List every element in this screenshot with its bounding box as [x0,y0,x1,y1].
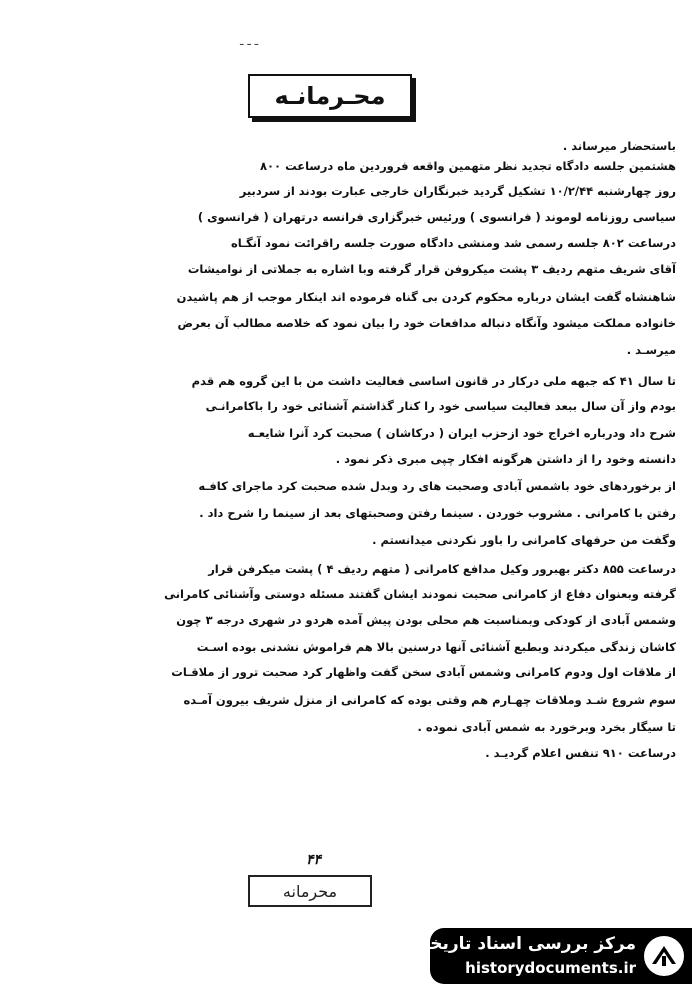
document-line: میرسـد . [626,343,676,357]
top-mark: ـ ـ ـ [240,34,259,48]
document-line: رفتن با کامرانی . مشروب خوردن . سینما رفتن وصحبتهای بعد از سینما را شرح داد . [199,506,676,520]
document-line: درساعت ۹۱۰ تنفس اعلام گردیـد . [485,746,676,760]
confidential-stamp: محـرمانـه [248,74,412,118]
watermark-name: مرکز بررسی اسناد تاریخی [413,934,636,954]
document-line: کاشان زندگی میکردند وبطبع آشنائی آنها درسنین بالا هم فراموش نشدنی بوده اسـت [196,640,676,654]
document-line: هشتمین جلسه دادگاه تجدید نظر متهمین واقعه فروردین ماه درساعت ۸۰۰ [260,159,676,173]
document-line: دانسته وخود را از داشتن هرگونه افکار چپی مبری ذکر نمود . [335,452,676,466]
document-line: تا سال ۴۱ که جبهه ملی درکار در قانون اساسی فعالیت داشت من با این گروه هم قدم [191,374,676,388]
watermark-url: historydocuments.ir [465,959,636,977]
document-line: بودم واز آن سال ببعد فعالیت سیاسی خود را کنار گذاشتم آشنائی خود را باکامرانـی [205,399,676,413]
document-line: خانواده مملکت میشود وآنگاه دنباله مدافعات خود را بیان نمود که خلاصه مطالب آن بعرض [177,316,676,330]
page-number: ۴۴ [306,852,322,868]
document-line: شاهنشاه گفت ایشان درباره محکوم کردن بی گناه فرموده اند اینکار موجب از هم پاشیدن [176,290,676,304]
document-line: آقای شریف متهم ردیف ۳ پشت میکروفن قرار گرفته وبا اشاره به جملاتی از نوامیشات [187,262,676,276]
document-line: سیاسی روزنامه لوموند ( فرانسوی ) ورئیس خبرگزاری فرانسه درتهران ( فرانسوی ) [197,210,676,224]
document-line: تا سیگار بخرد وبرخورد به شمس آبادی نموده . [417,720,676,734]
document-line: سوم شروع شـد وملاقات چهـارم هم وقتی بوده که کامرانی از منزل شریف بیرون آمـده [183,693,676,707]
document-line: وگفت من حرفهای کامرانی را باور نکردنی میدانستم . [372,533,676,547]
document-line: از برخوردهای خود باشمس آبادی وصحبت های رد وبدل شده صحبت کرد ماجرای کافـه [198,479,676,493]
document-line: باستحضار میرساند . [562,139,676,153]
book-logo-icon [642,934,686,978]
document-line: درساعت ۸۰۲ جلسه رسمی شد ومنشی دادگاه صورت جلسه راقرائت نمود آنگـاه [231,236,676,250]
document-line: روز چهارشنبه ۱۰/۲/۴۴ تشکیل گردید خبرنگاران خارجی عبارت بودند از سردبیر [239,184,676,198]
document-line: شرح داد ودرباره اخراج خود ازحزب ایران ( درکاشان ) صحبت کرد آنرا شایعـه [247,426,676,440]
document-line: درساعت ۸۵۵ دکتر بهبرور وکیل مدافع کامرانی ( متهم ردیف ۴ ) پشت میکرفن قرار [208,562,676,576]
watermark [413,928,692,984]
document-line: گرفته وبعنوان دفاع از کامرانی صحبت نمودند ایشان گفتند مسئله دوستی وآشنائی کامرانی [164,587,676,601]
document-line: از ملاقات اول ودوم کامرانی وشمس آبادی سخن گفت واظهار کرد صحبت ترور از ملاقـات [171,665,676,679]
confidential-stamp-bottom: محرمانه [248,875,372,907]
document-line: وشمس آبادی از کودکی وبمناسبت هم محلی بودن پیش آمده هردو در شهری درجه ۳ چون [176,613,676,627]
